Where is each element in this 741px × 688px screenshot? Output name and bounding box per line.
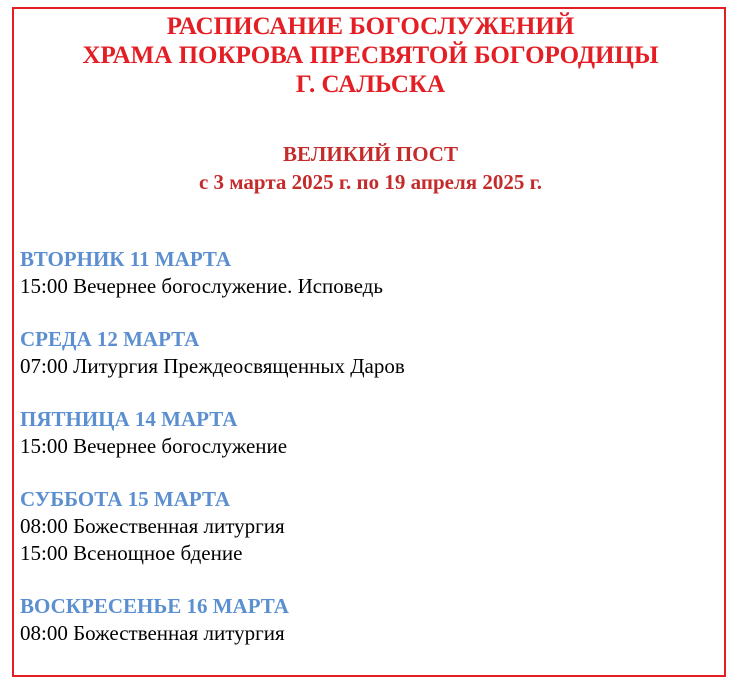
day-block xyxy=(20,593,710,647)
period-name: ВЕЛИКИЙ ПОСТ xyxy=(283,142,458,166)
day-name: ВТОРНИК 11 МАРТА xyxy=(20,247,232,271)
service-item: 15:00 Всенощное бдение xyxy=(20,541,243,565)
day-block xyxy=(20,326,710,380)
day-name: ВОСКРЕСЕНЬЕ 16 МАРТА xyxy=(20,594,289,618)
title-line-3: Г. САЛЬСКА xyxy=(295,71,446,98)
schedule-list xyxy=(20,246,710,673)
service-item: 15:00 Вечернее богослужение xyxy=(20,434,288,458)
service-item: 08:00 Божественная литургия xyxy=(20,514,285,538)
day-name: СУББОТА 15 МАРТА xyxy=(20,487,231,511)
day-block xyxy=(20,246,710,300)
day-name: ПЯТНИЦА 14 МАРТА xyxy=(20,407,238,431)
schedule-title xyxy=(0,12,741,99)
service-item: 07:00 Литургия Преждеосвященных Даров xyxy=(20,354,405,378)
service-item: 15:00 Вечернее богослужение. Исповедь xyxy=(20,274,383,298)
title-line-2: ХРАМА ПОКРОВА ПРЕСВЯТОЙ БОГОРОДИЦЫ xyxy=(82,42,659,69)
day-block xyxy=(20,486,710,567)
title-line-1: РАСПИСАНИЕ БОГОСЛУЖЕНИЙ xyxy=(166,13,575,40)
day-block xyxy=(20,406,710,460)
service-item: 08:00 Божественная литургия xyxy=(20,621,285,645)
day-name: СРЕДА 12 МАРТА xyxy=(20,327,200,351)
period-dates: с 3 марта 2025 г. по 19 апреля 2025 г. xyxy=(198,170,543,194)
period-block xyxy=(0,140,741,196)
